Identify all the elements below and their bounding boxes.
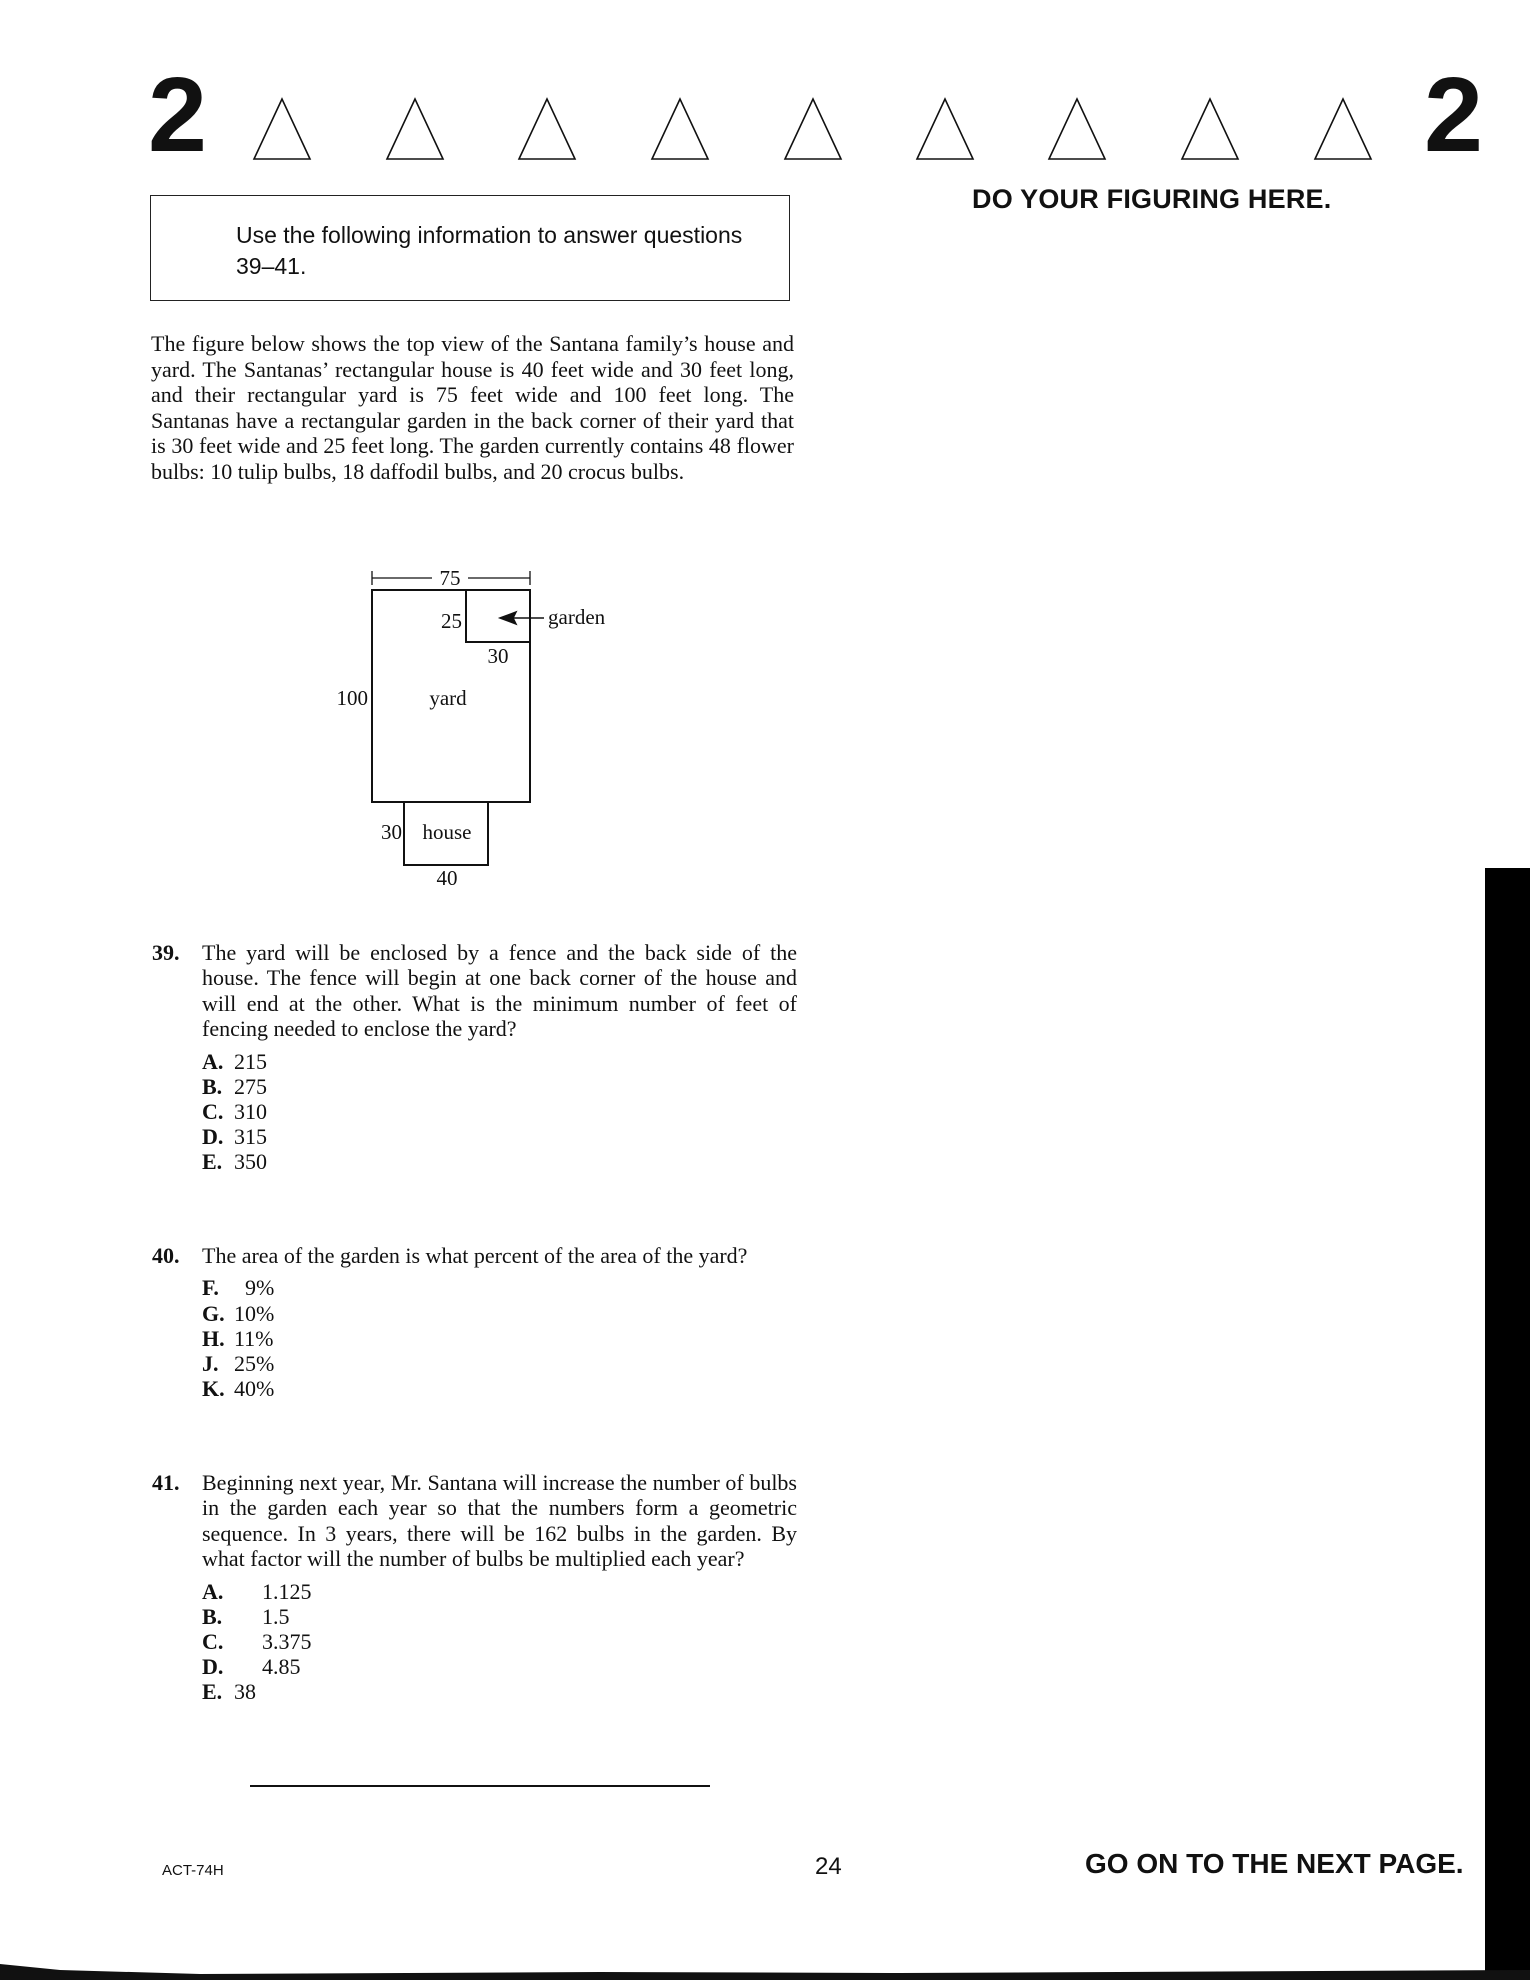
yard-length-label: 100 (336, 686, 368, 710)
outline-triangle-icon (917, 99, 973, 159)
answer-choice-e[interactable] (202, 1679, 797, 1704)
page-number: 24 (815, 1853, 842, 1880)
answer-choice-b[interactable] (202, 1074, 797, 1099)
choice-letter: A. (202, 1048, 224, 1074)
question-number: 40. (152, 1243, 180, 1268)
question-number: 41. (152, 1470, 180, 1495)
question-stem: The yard will be enclosed by a fence and the back side of the house. The fence will begin at one back corner of the house and will end at the other. What is the minimum number of feet of fencing needed to enclose the yard? (202, 940, 797, 1042)
answer-choice-j[interactable] (202, 1351, 797, 1376)
garden-width-label: 30 (487, 644, 509, 668)
choice-letter: B. (202, 1073, 223, 1099)
question-40 (152, 1243, 797, 1401)
go-on-label: GO ON TO THE NEXT PAGE. (1085, 1848, 1464, 1879)
question-39 (152, 940, 797, 1175)
choice-value: 1.5 (262, 1603, 290, 1629)
outline-triangle-icon (652, 99, 708, 159)
info-box (150, 195, 790, 301)
choice-value: 40% (234, 1376, 275, 1402)
house-length-label: 30 (381, 820, 402, 844)
outline-triangle-icon (1182, 99, 1238, 159)
choice-letter: D. (202, 1654, 224, 1680)
choice-letter: A. (202, 1578, 224, 1604)
answer-choice-a[interactable] (202, 1049, 797, 1074)
answer-choices (202, 1049, 797, 1175)
answer-choice-f[interactable] (202, 1275, 797, 1300)
scan-bottom-shadow (0, 1960, 1530, 1980)
garden-arrow-icon (500, 612, 544, 624)
choice-letter: H. (202, 1325, 225, 1351)
choice-value: 11% (234, 1325, 274, 1351)
answer-choice-k[interactable] (202, 1376, 797, 1401)
passage: The figure below shows the top view of the Santana family’s house and yard. The Santanas’ rectangular house is 40 feet wide and 30 feet long, and their rectangular yard is 75 feet wide and 100 feet long. The Santanas have a rectangular garden in the back corner of their yard that is 30 feet wide and 25 feet long. The garden currently contains 48 flower bulbs: 10 tulip bulbs, 18 daffodil bulbs, and 20 crocus bulbs. (151, 331, 794, 484)
answer-choice-c[interactable] (202, 1629, 797, 1654)
house-label: house (422, 820, 472, 844)
info-box-text: Use the following information to answer questions 39–41. (236, 222, 743, 279)
test-code: ACT-74H (162, 1862, 224, 1879)
choice-letter: E. (202, 1149, 223, 1175)
choice-value: 310 (234, 1099, 267, 1124)
choice-value: 3.375 (262, 1629, 312, 1654)
answer-choice-g[interactable] (202, 1301, 797, 1326)
section-number-right: 2 (1424, 56, 1483, 174)
choice-letter: B. (202, 1603, 223, 1629)
question-stem: Beginning next year, Mr. Santana will increase the number of bulbs in the garden each year so that the numbers form a geometric sequence. In 3 years, there will be 162 bulbs in the garden. By what factor will the number of bulbs be multiplied each year? (202, 1470, 797, 1572)
figuring-area-label: DO YOUR FIGURING HERE. (972, 184, 1332, 214)
choice-value: 1.125 (262, 1578, 312, 1604)
garden-rectangle (466, 590, 530, 642)
yard-label: yard (429, 686, 467, 710)
question-41 (152, 1470, 797, 1705)
triangle-row (250, 95, 1400, 165)
choice-letter: F. (202, 1275, 219, 1301)
outline-triangle-icon (387, 99, 443, 159)
outline-triangle-icon (519, 99, 575, 159)
yard-width-label: 75 (439, 566, 461, 590)
end-of-section-rule (250, 1785, 710, 1787)
choice-letter: C. (202, 1629, 224, 1654)
choice-letter: K. (202, 1376, 225, 1402)
question-stem: The area of the garden is what percent of the area of the yard? (202, 1243, 748, 1268)
choice-value: 9% (234, 1275, 275, 1301)
choice-value: 315 (234, 1124, 267, 1150)
choice-value: 38 (234, 1679, 256, 1705)
choice-value: 25% (234, 1350, 275, 1376)
yard-diagram (300, 560, 660, 900)
choice-letter: J. (202, 1350, 219, 1376)
choice-value: 10% (234, 1300, 275, 1326)
answer-choice-d[interactable] (202, 1654, 797, 1679)
choice-letter: G. (202, 1300, 225, 1326)
answer-choice-e[interactable] (202, 1149, 797, 1174)
choice-value: 4.85 (262, 1654, 301, 1680)
outline-triangle-icon (785, 99, 841, 159)
outline-triangle-icon (1315, 99, 1371, 159)
answer-choice-a[interactable] (202, 1579, 797, 1604)
outline-triangle-icon (1049, 99, 1105, 159)
question-number: 39. (152, 940, 180, 965)
garden-length-label: 25 (441, 609, 462, 633)
answer-choice-h[interactable] (202, 1326, 797, 1351)
garden-label: garden (548, 605, 606, 629)
choice-letter: E. (202, 1679, 223, 1705)
choice-value: 350 (234, 1149, 267, 1175)
answer-choices (202, 1579, 797, 1705)
answer-choice-b[interactable] (202, 1604, 797, 1629)
choice-letter: D. (202, 1124, 224, 1150)
answer-choices (202, 1275, 797, 1401)
answer-choice-d[interactable] (202, 1124, 797, 1149)
answer-choice-c[interactable] (202, 1099, 797, 1124)
house-width-label: 40 (436, 866, 458, 890)
outline-triangle-icon (254, 99, 310, 159)
choice-value: 275 (234, 1073, 267, 1099)
choice-value: 215 (234, 1048, 267, 1074)
section-number-left: 2 (148, 56, 207, 174)
scan-edge-shadow (1485, 868, 1530, 1980)
choice-letter: C. (202, 1099, 224, 1124)
